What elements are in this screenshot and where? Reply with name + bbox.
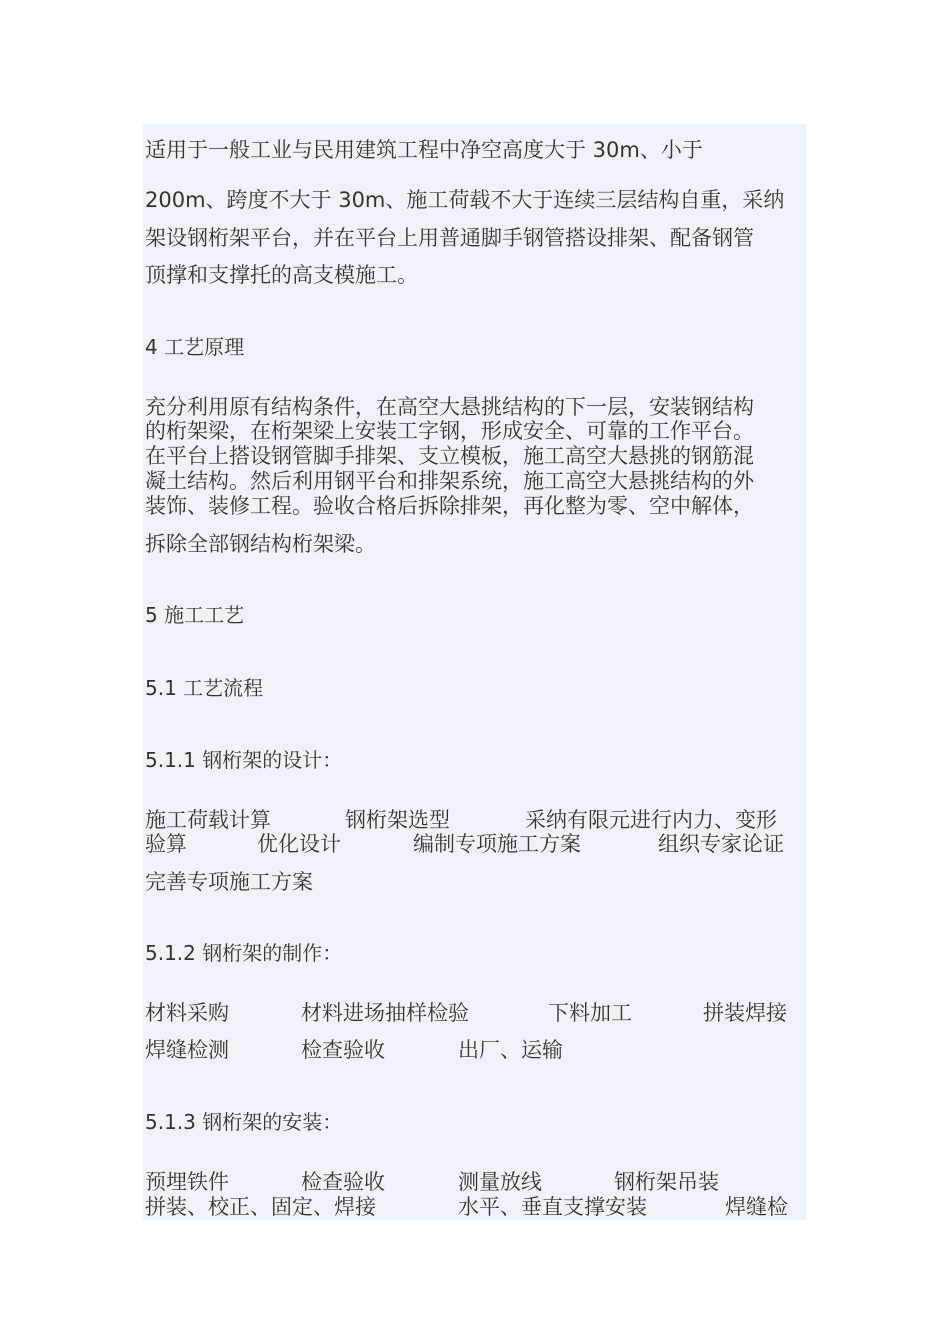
flow-step: 组织专家论证 [658,832,784,856]
flow-step: 检查验收 [301,1170,385,1194]
design-flow-row-3: 完善专项施工方案 [145,870,313,894]
flow-step: 焊缝检 [725,1195,788,1219]
section-4-line: 的桁架梁，在桁架梁上安装工字钢，形成安全、可靠的工作平台。 [145,419,754,443]
flow-step: 测量放线 [458,1170,542,1194]
section-5-1-1-heading: 5.1.1 钢桁架的设计： [145,748,343,772]
section-5-1-3-heading: 5.1.3 钢桁架的安装： [145,1110,343,1134]
section-5-1-2-heading: 5.1.2 钢桁架的制作： [145,941,343,965]
flow-step: 钢桁架吊装 [614,1170,719,1194]
flow-step: 焊缝检测 [145,1038,229,1062]
flow-step: 采纳有限元进行内力、变形 [525,808,777,832]
section-4-line: 拆除全部钢结构桁架梁。 [145,532,376,556]
scope-line-3: 架设钢桁架平台，并在平台上用普通脚手钢管搭设排架、配备钢管 [145,226,754,250]
fabrication-flow-row-1 [145,1001,805,1025]
flow-step: 出厂、运输 [458,1038,563,1062]
flow-step: 水平、垂直支撑安装 [458,1195,647,1219]
flow-step: 下料加工 [548,1001,632,1025]
flow-step: 检查验收 [301,1038,385,1062]
flow-step: 钢桁架选型 [345,808,450,832]
section-5-heading: 5 施工工艺 [145,603,245,627]
section-4-heading: 4 工艺原理 [145,335,245,359]
section-4-line: 凝土结构。然后利用钢平台和排架系统，施工高空大悬挑结构的外 [145,469,754,493]
scope-line-1: 适用于一般工业与民用建筑工程中净空高度大于 30m、小于 [145,138,703,162]
flow-step: 材料进场抽样检验 [301,1001,469,1025]
section-5-1-heading: 5.1 工艺流程 [145,676,264,700]
flow-step: 优化设计 [257,832,341,856]
section-4-line: 充分利用原有结构条件，在高空大悬挑结构的下一层，安装钢结构 [145,395,754,419]
section-4-line: 装饰、装修工程。验收合格后拆除排架，再化整为零、空中解体， [145,494,754,518]
flow-step: 编制专项施工方案 [413,832,581,856]
installation-flow-row-1 [145,1170,805,1194]
installation-flow-row-2 [145,1195,805,1219]
fabrication-flow-row-2 [145,1038,805,1062]
flow-step: 拼装焊接 [703,1001,787,1025]
flow-step: 材料采购 [145,1001,229,1025]
scope-line-4: 顶撑和支撑托的高支模施工。 [145,263,418,287]
flow-step: 验算 [145,832,187,856]
flow-step: 施工荷载计算 [145,808,271,832]
flow-step: 预埋铁件 [145,1170,229,1194]
scope-line-2: 200m、跨度不大于 30m、施工荷载不大于连续三层结构自重，采纳 [145,188,785,212]
design-flow-row-2 [145,832,805,856]
design-flow-row-1 [145,808,805,832]
flow-step: 拼装、校正、固定、焊接 [145,1195,376,1219]
section-4-line: 在平台上搭设钢管脚手排架、支立模板，施工高空大悬挑的钢筋混 [145,444,754,468]
